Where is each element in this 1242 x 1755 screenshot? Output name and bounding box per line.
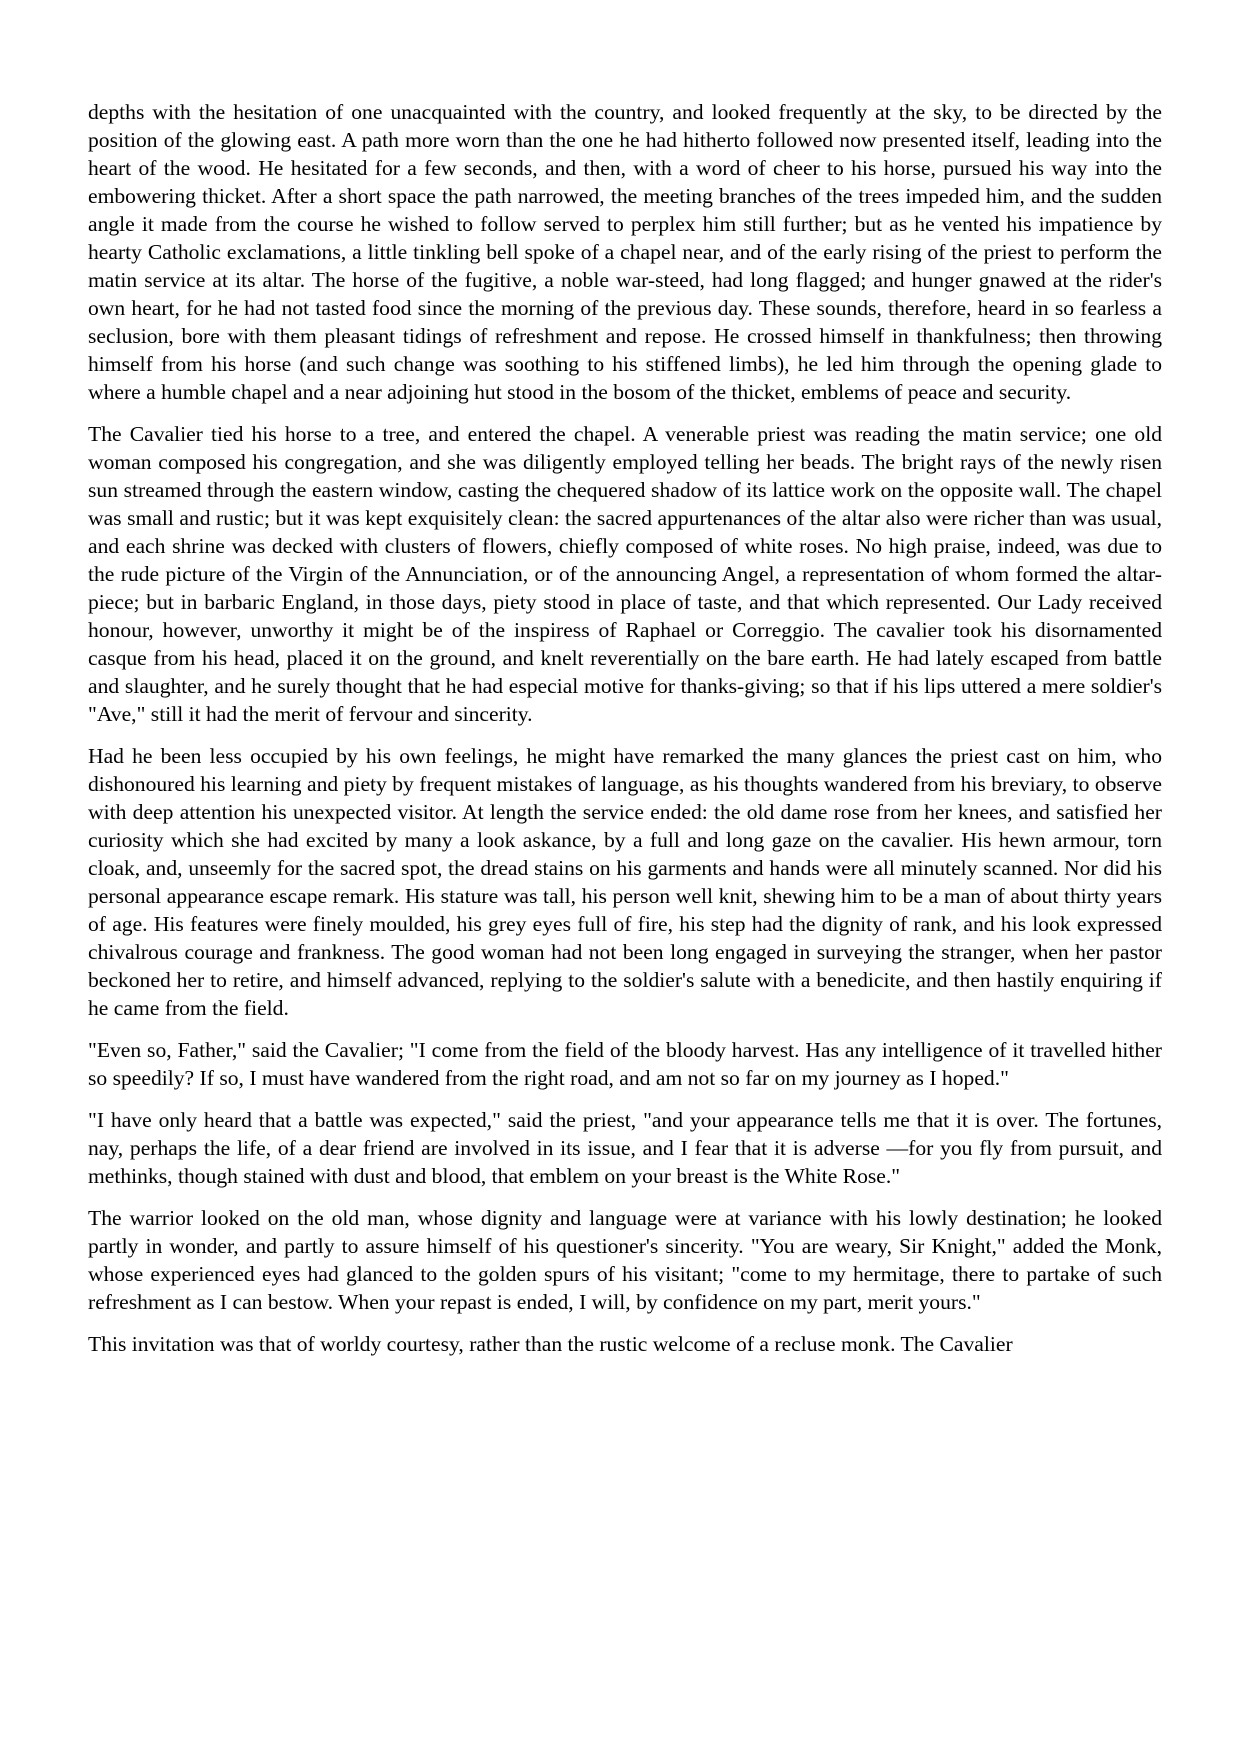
paragraph-7: This invitation was that of worldy courtesy, rather than the rustic welcome of a recluse monk. The Cavalier [88, 1332, 1013, 1356]
paragraph-4: "Even so, Father," said the Cavalier; "I come from the field of the bloody harvest. Has any intelligence of it travelled hither so speedily? If so, I must have wandered from the right road, and am not so far on my journey as I hoped." [88, 1038, 1162, 1090]
paragraph-3: Had he been less occupied by his own feelings, he might have remarked the many glances the priest cast on him, who dishonoured his learning and piety by frequent mistakes of language, as his thoughts wandered from his breviary, to observe with deep attention his unexpected visitor. At length the service ended: the old dame rose from her knees, and satisfied her curiosity which she had excited by many a look askance, by a full and long gaze on the cavalier. His hewn armour, torn cloak, and, unseemly for the sacred spot, the dread stains on his garments and hands were all minutely scanned. Nor did his personal appearance escape remark. His stature was tall, his person well knit, shewing him to be a man of about thirty years of age. His features were finely moulded, his grey eyes full of fire, his step had the dignity of rank, and his look expressed chivalrous courage and frankness. The good woman had not been long engaged in surveying the stranger, when her pastor beckoned her to retire, and himself advanced, replying to the soldier's salute with a benedicite, and then hastily enquiring if he came from the field. [88, 744, 1162, 1020]
paragraph-2: The Cavalier tied his horse to a tree, and entered the chapel. A venerable priest was reading the matin service; one old woman composed his congregation, and she was diligently employed telling her beads. The bright rays of the newly risen sun streamed through the eastern window, casting the chequered shadow of its lattice work on the opposite wall. The chapel was small and rustic; but it was kept exquisitely clean: the sacred appurtenances of the altar also were richer than was usual, and each shrine was decked with clusters of flowers, chiefly composed of white roses. No high praise, indeed, was due to the rude picture of the Virgin of the Annunciation, or of the announcing Angel, a representation of whom formed the altar-piece; but in barbaric England, in those days, piety stood in place of taste, and that which represented. Our Lady received honour, however, unworthy it might be of the inspiress of Raphael or Correggio. The cavalier took his disornamented casque from his head, placed it on the ground, and knelt reverentially on the bare earth. He had lately escaped from battle and slaughter, and he surely thought that he had especial motive for thanks-giving; so that if his lips uttered a mere soldier's "Ave," still it had the merit of fervour and sincerity. [88, 422, 1162, 726]
paragraph-5: "I have only heard that a battle was expected," said the priest, "and your appearance tells me that it is over. The fortunes, nay, perhaps the life, of a dear friend are involved in its issue, and I fear that it is adverse —for you fly from pursuit, and methinks, though stained with dust and blood, that emblem on your breast is the White Rose." [88, 1108, 1162, 1188]
paragraph-1: depths with the hesitation of one unacquainted with the country, and looked frequently at the sky, to be directed by the position of the glowing east. A path more worn than the one he had hitherto followed now presented itself, leading into the heart of the wood. He hesitated for a few seconds, and then, with a word of cheer to his horse, pursued his way into the embowering thicket. After a short space the path narrowed, the meeting branches of the trees impeded him, and the sudden angle it made from the course he wished to follow served to perplex him still further; but as he vented his impatience by hearty Catholic exclamations, a little tinkling bell spoke of a chapel near, and of the early rising of the priest to perform the matin service at its altar. The horse of the fugitive, a noble war-steed, had long flagged; and hunger gnawed at the rider's own heart, for he had not tasted food since the morning of the previous day. These sounds, therefore, heard in so fearless a seclusion, bore with them pleasant tidings of refreshment and repose. He crossed himself in thankfulness; then throwing himself from his horse (and such change was soothing to his stiffened limbs), he led him through the opening glade to where a humble chapel and a near adjoining hut stood in the bosom of the thicket, emblems of peace and security. [88, 100, 1162, 404]
document-page [88, 98, 1162, 1358]
paragraph-6: The warrior looked on the old man, whose dignity and language were at variance with his lowly destination; he looked partly in wonder, and partly to assure himself of his questioner's sincerity. "You are weary, Sir Knight," added the Monk, whose experienced eyes had glanced to the golden spurs of his visitant; "come to my hermitage, there to partake of such refreshment as I can bestow. When your repast is ended, I will, by confidence on my part, merit yours." [88, 1206, 1162, 1314]
